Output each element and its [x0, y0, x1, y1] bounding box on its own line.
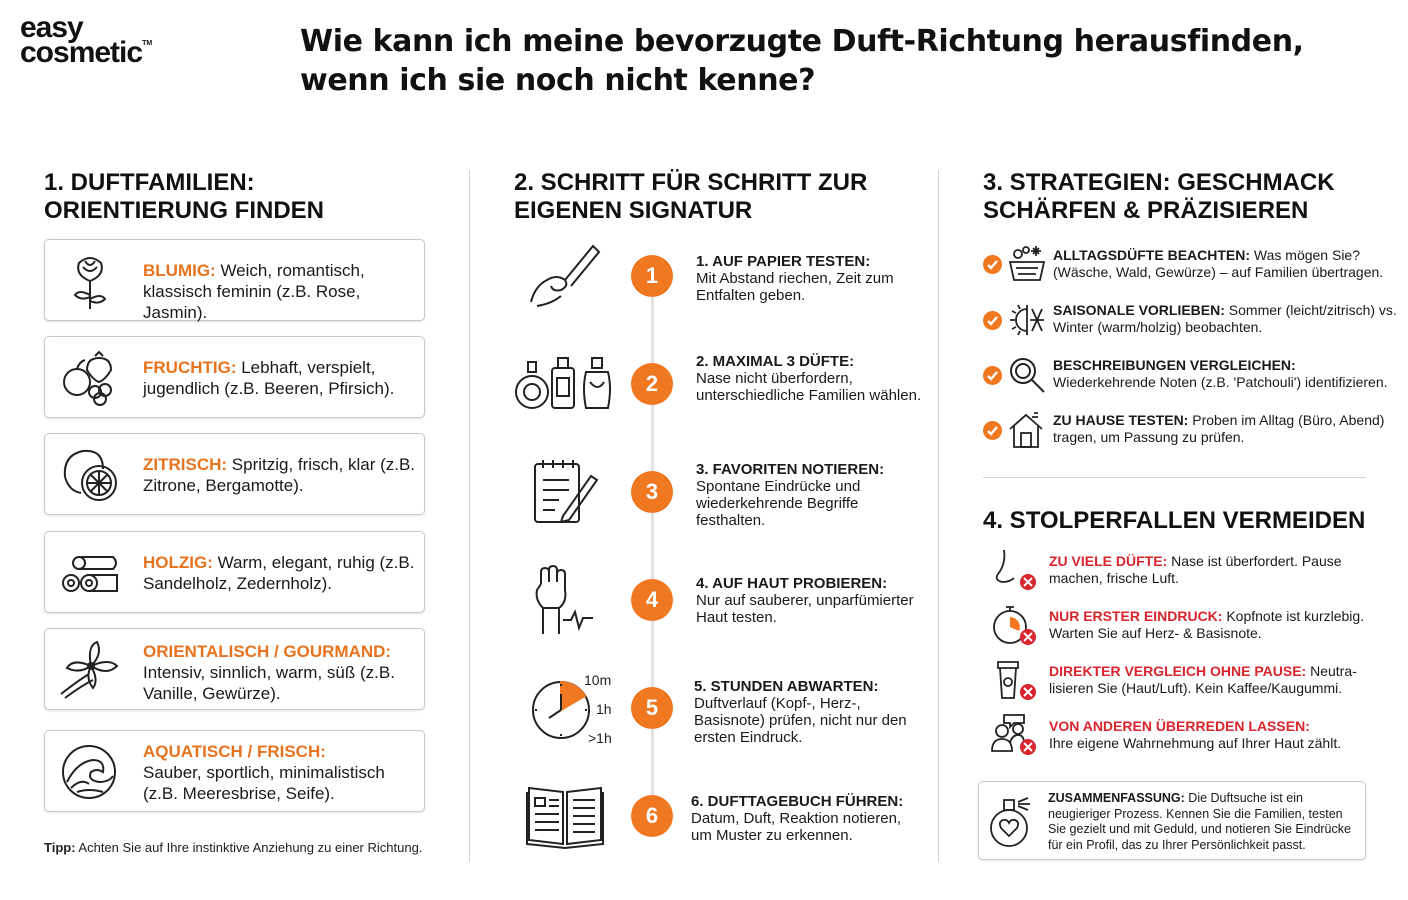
strategy-text: Wiederkehrende Noten (z.B. 'Patchouli') identifizieren. — [1053, 374, 1388, 390]
step-title: 6. DUFTTAGEBUCH FÜHREN: — [691, 793, 904, 810]
step-description: Mit Abstand riechen, Zeit zum Entfalten geben. — [696, 270, 894, 304]
summary-box — [978, 781, 1366, 860]
check-icon — [983, 255, 1002, 274]
home-spray-icon — [1008, 411, 1046, 449]
family-description: Lebhaft, verspielt, jugendlich (z.B. Beeren, Pfirsich). — [143, 358, 395, 398]
wrist-icon — [529, 564, 609, 634]
nose-cross-icon — [990, 548, 1040, 592]
section-2-heading-line-1: 2. SCHRITT FÜR SCHRITT ZUR — [514, 169, 868, 196]
rose-icon — [59, 251, 121, 309]
strategy-text: Was mögen Sie? (Wäsche, Wald, Gewürze) – auf Familien übertragen. — [1053, 247, 1384, 280]
step-number: 2 — [631, 363, 673, 405]
pitfall-text: Ihre eigene Wahrnehmung auf Ihrer Haut zählt. — [1049, 735, 1342, 751]
family-label: FRUCHTIG: — [143, 358, 237, 377]
check-icon — [983, 311, 1002, 330]
section-1-heading-line-2: ORIENTIERUNG FINDEN — [44, 197, 325, 224]
step-description: Nase nicht überfordern, unterschiedliche Familien wählen. — [696, 370, 922, 404]
pitfall-item — [1049, 553, 1379, 587]
page-title — [300, 22, 1304, 100]
strategy-title: BESCHREIBUNGEN VERGLEICHEN: — [1053, 357, 1296, 373]
vanilla-flower-icon — [59, 640, 121, 698]
clock-icon — [529, 672, 619, 746]
tip-label: Tipp: — [44, 840, 76, 855]
strategy-item — [1053, 247, 1398, 281]
family-card-zitrisch — [44, 433, 425, 515]
open-book-icon — [525, 782, 605, 852]
step-title: 1. AUF PAPIER TESTEN: — [696, 253, 871, 270]
step-6 — [691, 793, 921, 844]
pitfall-title: VON ANDEREN ÜBERREDEN LASSEN: — [1049, 718, 1310, 734]
pitfall-item — [1049, 608, 1379, 642]
clock-label-1h: 1h — [596, 701, 612, 717]
section-4-heading: 4. STOLPERFALLEN VERMEIDEN — [983, 507, 1366, 534]
step-title: 4. AUF HAUT PROBIEREN: — [696, 575, 888, 592]
family-card-holzig — [44, 531, 425, 613]
section-3-heading-line-1: 3. STRATEGIEN: GESCHMACK — [983, 169, 1335, 196]
brand-line-1: easy — [20, 11, 83, 44]
strategy-text: Proben im Alltag (Büro, Abend) tragen, um Passung zu prüfen. — [1053, 412, 1385, 445]
perfume-bottles-icon — [512, 352, 616, 422]
step-timeline — [651, 262, 654, 822]
family-description: Weich, romantisch, klassisch feminin (z.B. Rose, Jasmin). — [143, 261, 365, 322]
section-separator — [983, 477, 1366, 478]
family-label: AQUATISCH / FRISCH: — [143, 742, 326, 761]
pitfall-text: Neutra-lisieren Sie (Haut/Luft). Kein Kaffee/Kaugummi. — [1049, 663, 1357, 696]
pitfall-title: NUR ERSTER EINDRUCK: — [1049, 608, 1223, 624]
family-description: Sauber, sportlich, minimalistisch (z.B. Meeresbrise, Seife). — [143, 763, 385, 803]
clock-label-10m: 10m — [584, 672, 612, 688]
step-3 — [696, 461, 926, 529]
step-description: Datum, Duft, Reaktion notieren, um Muster zu erkennen. — [691, 810, 902, 844]
pitfall-title: DIREKTER VERGLEICH OHNE PAUSE: — [1049, 663, 1307, 679]
pitfall-text: Kopfnote ist kurzlebig. Warten Sie auf Herz- & Basisnote. — [1049, 608, 1365, 641]
trademark: TM — [142, 39, 153, 47]
column-divider — [469, 170, 470, 862]
lemon-icon — [59, 445, 121, 503]
brand-logo — [20, 11, 153, 69]
summary-title: ZUSAMMENFASSUNG: — [1048, 791, 1185, 805]
strategy-title: ALLTAGSDÜFTE BEACHTEN: — [1053, 247, 1251, 263]
step-title: 2. MAXIMAL 3 DÜFTE: — [696, 353, 855, 370]
fruit-icon — [59, 348, 121, 406]
pitfall-item — [1049, 663, 1379, 697]
family-label: HOLZIG: — [143, 553, 213, 572]
sun-snowflake-icon — [1008, 301, 1046, 339]
wood-logs-icon — [59, 543, 121, 601]
step-number: 3 — [631, 471, 673, 513]
family-description: Spritzig, frisch, klar (z.B. Zitrone, Bergamotte). — [143, 455, 416, 495]
section-3-heading — [983, 169, 1335, 225]
step-number: 5 — [631, 687, 673, 729]
clock-label-over-1h: >1h — [588, 730, 612, 746]
strategy-item — [1053, 412, 1398, 446]
pitfall-item — [1049, 718, 1379, 752]
step-description: Nur auf sauberer, unparfümierter Haut testen. — [696, 592, 914, 626]
page-title-line-2: wenn ich sie noch nicht kenne? — [300, 63, 816, 98]
test-strip-icon — [527, 242, 607, 312]
section-1-heading-line-1: 1. DUFTFAMILIEN: — [44, 169, 255, 196]
step-number: 6 — [631, 795, 673, 837]
section-2-heading-line-2: EIGENEN SIGNATUR — [514, 197, 753, 224]
perfume-heart-icon — [988, 794, 1032, 848]
laundry-basket-icon — [1008, 244, 1046, 282]
family-card-fruchtig — [44, 336, 425, 418]
family-label: BLUMIG: — [143, 261, 216, 280]
step-number: 1 — [631, 255, 673, 297]
family-label: ZITRISCH: — [143, 455, 228, 474]
tip-text: Achten Sie auf Ihre instinktive Anziehung zu einer Richtung. — [75, 840, 423, 855]
stopwatch-cross-icon — [990, 603, 1040, 647]
step-description: Spontane Eindrücke und wiederkehrende Begriffe festhalten. — [696, 478, 861, 529]
family-label: ORIENTALISCH / GOURMAND: — [143, 642, 392, 661]
coffee-cup-cross-icon — [990, 658, 1040, 702]
family-description: Warm, elegant, ruhig (z.B. Sandelholz, Zedernholz). — [143, 553, 415, 593]
strategy-title: SAISONALE VORLIEBEN: — [1053, 302, 1225, 318]
check-icon — [983, 421, 1002, 440]
step-2 — [696, 353, 926, 404]
check-icon — [983, 366, 1002, 385]
notepad-icon — [529, 458, 609, 528]
step-description: Duftverlauf (Kopf-, Herz-, Basisnote) prüfen, nicht nur den ersten Eindruck. — [694, 695, 907, 746]
section-2-heading — [514, 169, 867, 225]
magnifier-icon — [1008, 356, 1046, 394]
pitfall-text: Nase ist überfordert. Pause machen, frische Luft. — [1049, 553, 1342, 586]
family-card-aquatisch — [44, 730, 425, 812]
family-description: Intensiv, sinnlich, warm, süß (z.B. Vanille, Gewürze). — [143, 663, 395, 703]
step-number: 4 — [631, 579, 673, 621]
tip-note — [44, 840, 422, 855]
summary-text: Die Duftsuche ist ein neugieriger Prozess. Kennen Sie die Familien, testen Sie gezielt und mit Geduld, und notieren Sie Eindrücke für ein Profil, das zu Ihrer Persönlichkeit passt. — [1048, 791, 1351, 852]
strategy-text: Sommer (leicht/zitrisch) vs. Winter (warm/holzig) beobachten. — [1053, 302, 1397, 335]
people-cross-icon — [990, 713, 1040, 757]
brand-line-2: cosmetic — [20, 35, 143, 69]
step-title: 5. STUNDEN ABWARTEN: — [694, 678, 879, 695]
step-5 — [694, 678, 924, 746]
step-4 — [696, 575, 926, 626]
page-title-line-1: Wie kann ich meine bevorzugte Duft-Richtung herausfinden, — [300, 24, 1304, 59]
family-card-orientalisch — [44, 628, 425, 710]
wave-icon — [59, 742, 121, 800]
pitfall-title: ZU VIELE DÜFTE: — [1049, 553, 1168, 569]
column-divider — [938, 170, 939, 862]
section-1-heading — [44, 169, 324, 225]
section-3-heading-line-2: SCHÄRFEN & PRÄZISIEREN — [983, 197, 1309, 224]
strategy-title: ZU HAUSE TESTEN: — [1053, 412, 1189, 428]
step-title: 3. FAVORITEN NOTIEREN: — [696, 461, 885, 478]
strategy-item — [1053, 302, 1398, 336]
strategy-item — [1053, 357, 1398, 391]
step-1 — [696, 253, 926, 304]
family-card-blumig — [44, 239, 425, 321]
